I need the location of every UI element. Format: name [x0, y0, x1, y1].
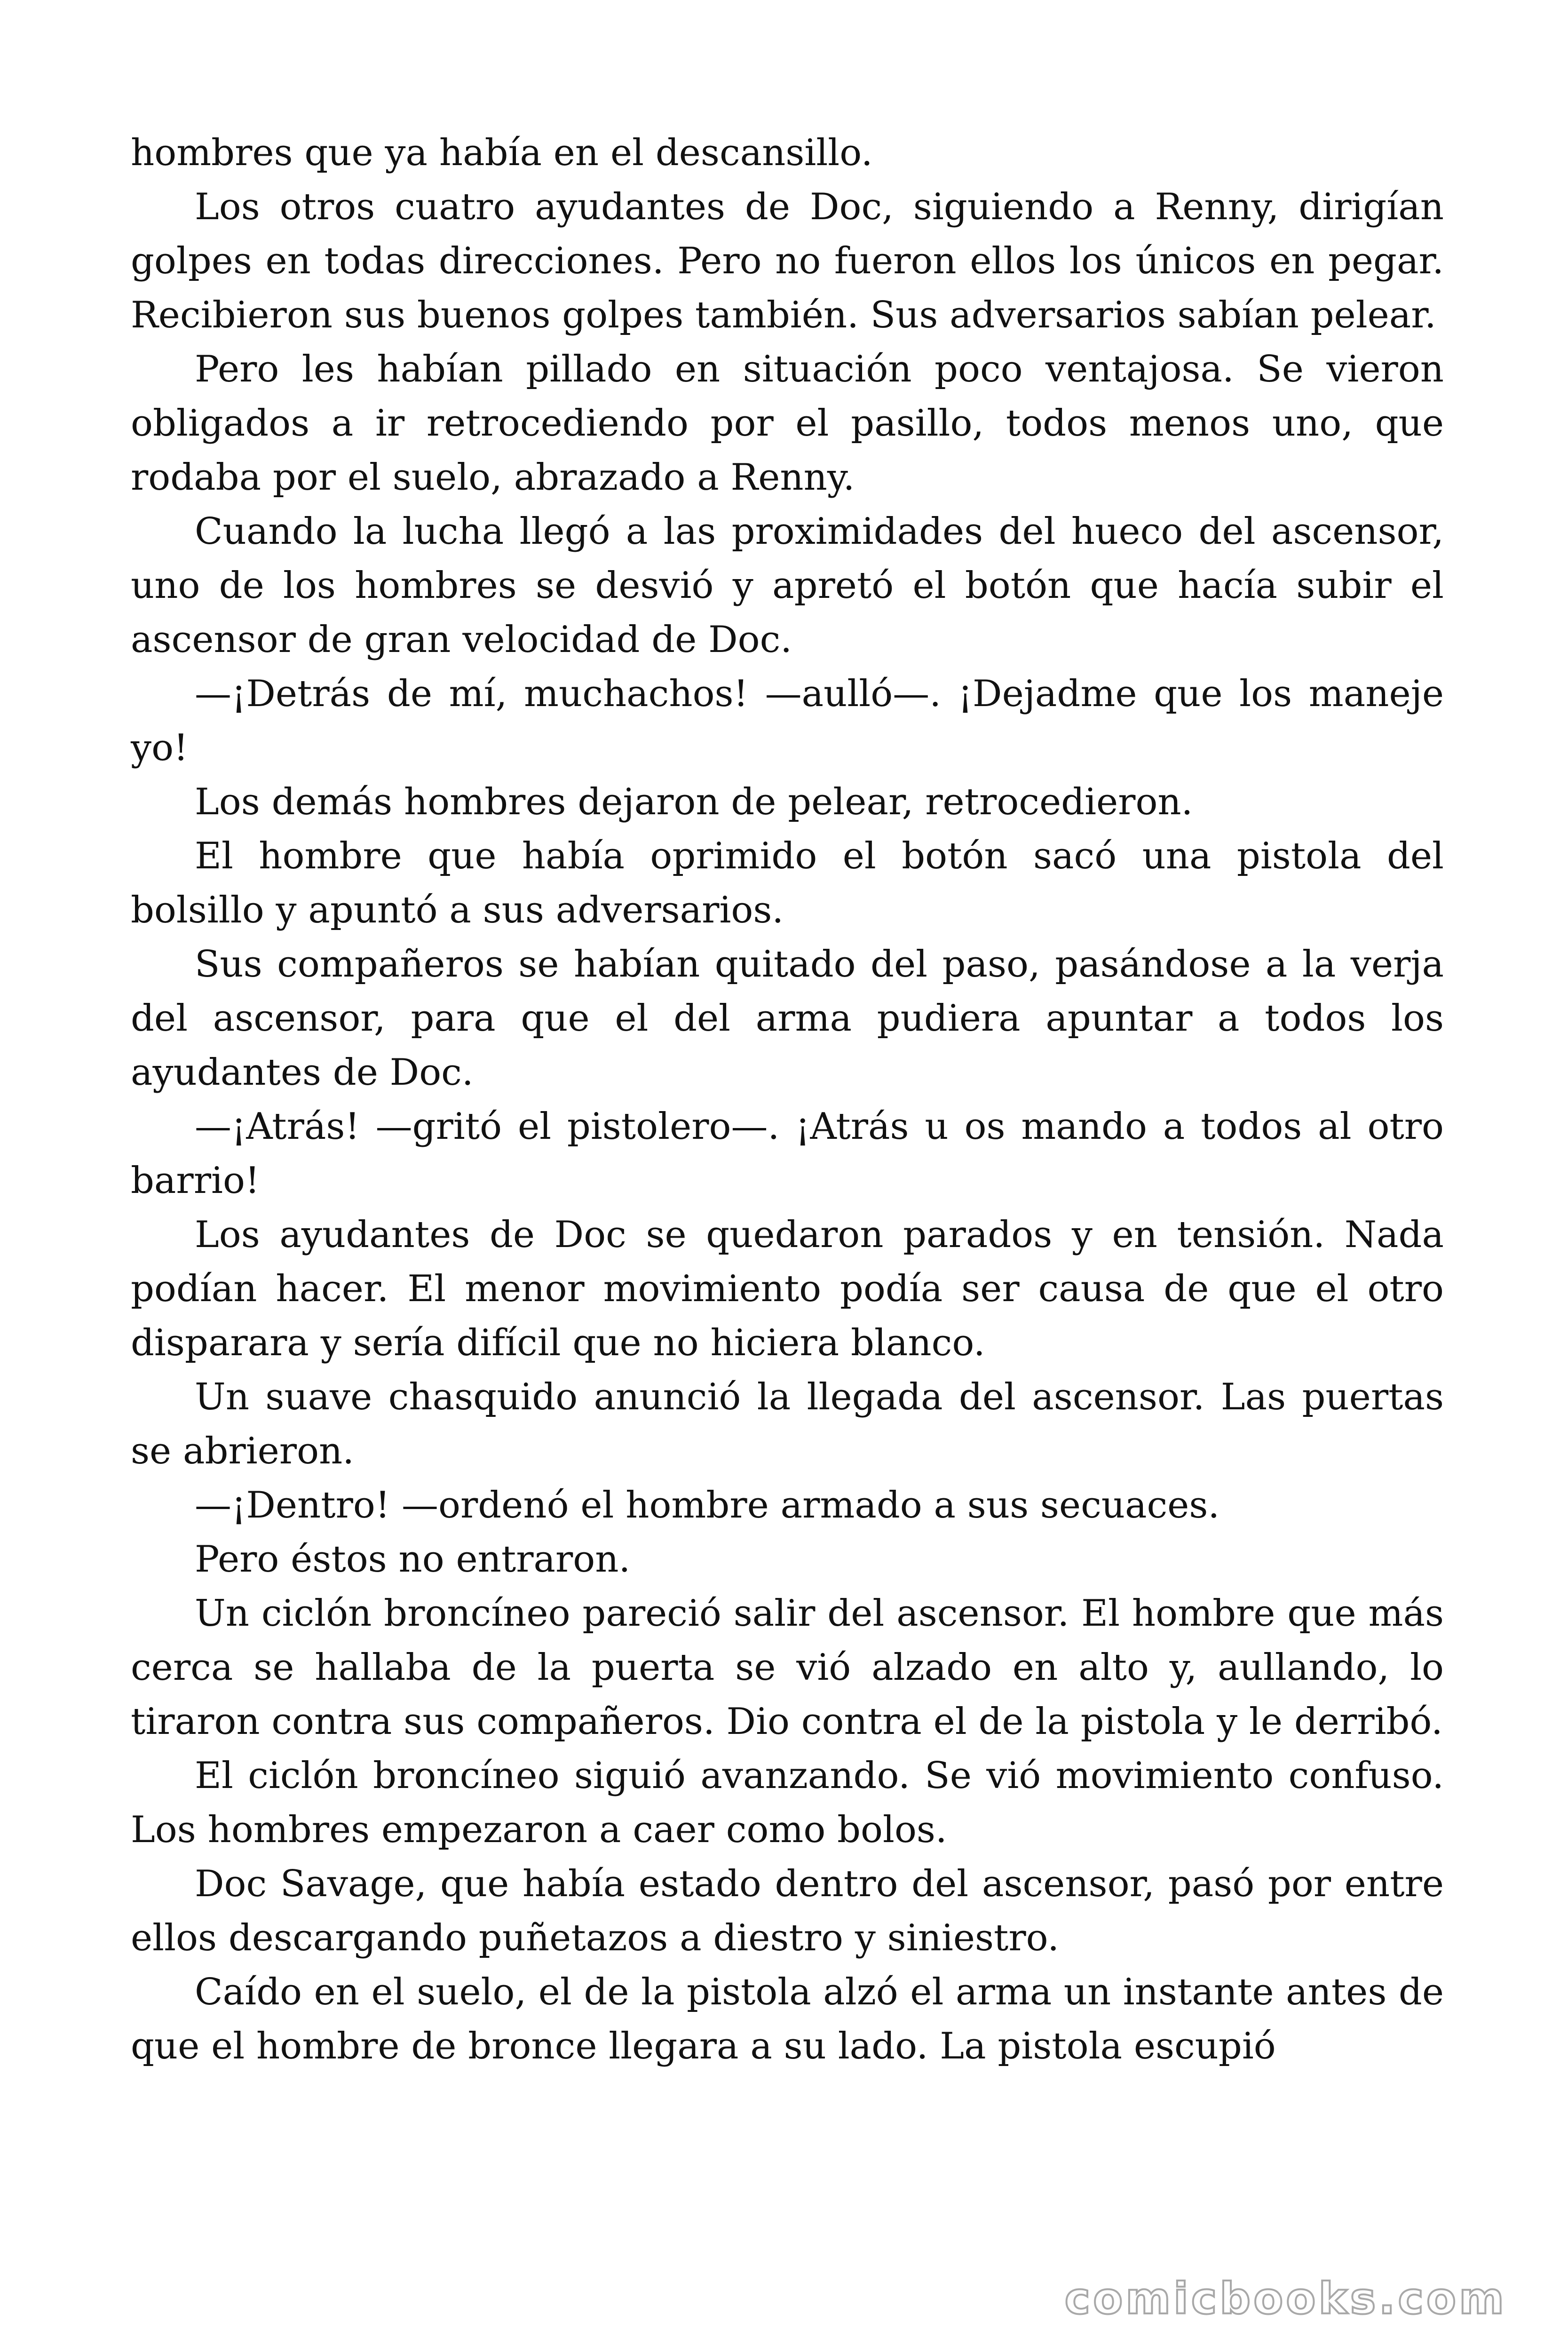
paragraph-1: hombres que ya había en el descansillo. [131, 132, 873, 174]
body-text [131, 126, 1444, 2074]
paragraph-6: Los demás hombres dejaron de pelear, retrocedieron. [195, 781, 1193, 823]
book-page [131, 126, 1444, 2074]
paragraph-10: Los ayudantes de Doc se quedaron parados y en tensión. Nada podían hacer. El menor movimiento podía ser causa de que el otro disparara y sería difícil que no hiciera blanco. [131, 1214, 1444, 1364]
paragraph-11: Un suave chasquido anunció la llegada del ascensor. Las puertas se abrieron. [131, 1376, 1444, 1472]
paragraph-14: Un ciclón broncíneo pareció salir del ascensor. El hombre que más cerca se hallaba de la puerta se vió alzado en alto y, aullando, lo tiraron contra sus compañeros. Dio contra el de la pistola y le derribó. [131, 1592, 1444, 1743]
paragraph-5: —¡Detrás de mí, muchachos! —aulló—. ¡Dejadme que los maneje yo! [131, 673, 1444, 769]
watermark: comicbooks.com [1064, 2273, 1507, 2324]
paragraph-2: Los otros cuatro ayudantes de Doc, siguiendo a Renny, dirigían golpes en todas direcciones. Pero no fueron ellos los únicos en pegar. Recibieron sus buenos golpes también. Sus adversarios sabían pelear. [131, 186, 1444, 336]
paragraph-17: Caído en el suelo, el de la pistola alzó el arma un instante antes de que el hombre de bronce llegara a su lado. La pistola escupió [131, 1971, 1444, 2067]
paragraph-12: —¡Dentro! —ordenó el hombre armado a sus secuaces. [195, 1484, 1220, 1526]
paragraph-7: El hombre que había oprimido el botón sacó una pistola del bolsillo y apuntó a sus adversarios. [131, 835, 1444, 931]
paragraph-3: Pero les habían pillado en situación poco ventajosa. Se vieron obligados a ir retrocediendo por el pasillo, todos menos uno, que rodaba por el suelo, abrazado a Renny. [131, 348, 1444, 499]
paragraph-8: Sus compañeros se habían quitado del paso, pasándose a la verja del ascensor, para que el del arma pudiera apuntar a todos los ayudantes de Doc. [131, 943, 1444, 1094]
paragraph-4: Cuando la lucha llegó a las proximidades del hueco del ascensor, uno de los hombres se desvió y apretó el botón que hacía subir el ascensor de gran velocidad de Doc. [131, 510, 1444, 661]
paragraph-16: Doc Savage, que había estado dentro del ascensor, pasó por entre ellos descargando puñetazos a diestro y siniestro. [131, 1863, 1444, 1959]
paragraph-13: Pero éstos no entraron. [195, 1538, 631, 1581]
paragraph-15: El ciclón broncíneo siguió avanzando. Se vió movimiento confuso. Los hombres empezaron a caer como bolos. [131, 1755, 1444, 1851]
paragraph-9: —¡Atrás! —gritó el pistolero—. ¡Atrás u os mando a todos al otro barrio! [131, 1105, 1444, 1202]
